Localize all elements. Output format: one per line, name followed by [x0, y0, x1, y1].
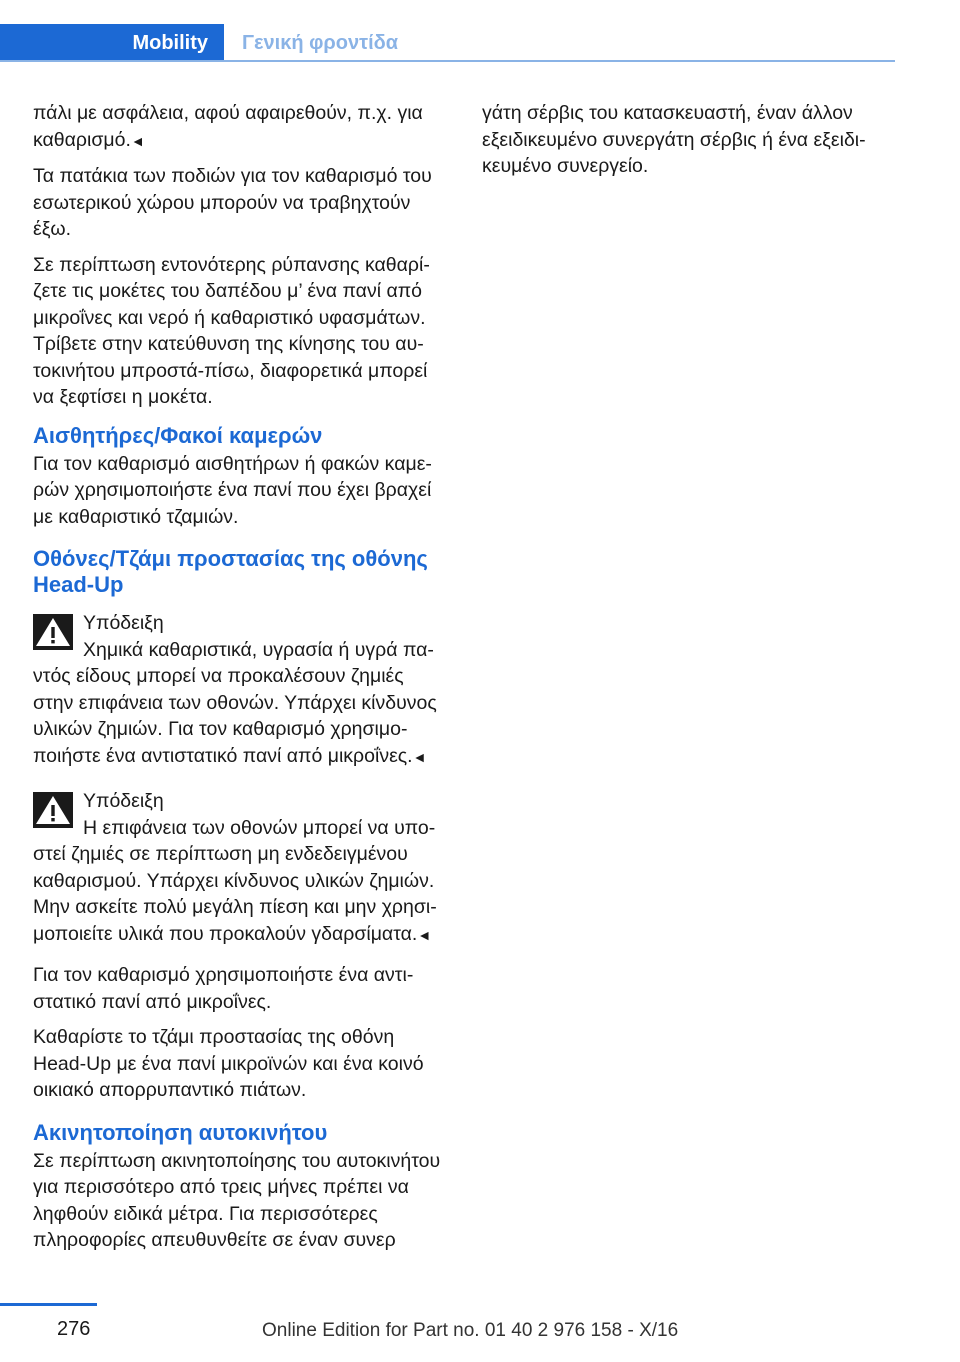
section-tab-mobility: Mobility: [0, 24, 224, 62]
paragraph: Για τον καθαρισμό χρησιμοποιήστε ένα αντιστατικό πανί από μικροΐνες.: [33, 964, 414, 1013]
end-mark: ◄: [417, 926, 432, 943]
warning-note: [33, 610, 449, 770]
section-heading: Αισθητήρες/Φακοί καμερών: [33, 422, 323, 448]
header-rule: [0, 60, 895, 62]
paragraph: πάλι με ασφάλεια, αφού αφαιρεθούν, π.χ. για καθαρισμό.◄: [33, 102, 423, 151]
section-heading: Ακινητοποίηση αυτοκινήτου: [33, 1119, 328, 1145]
footer-rule: [0, 1303, 97, 1306]
warning-triangle-icon: [33, 792, 73, 828]
warning-triangle-icon: [33, 614, 73, 650]
section-heading: Οθόνες/Τζάμι προστασίας της οθόνης Head-Up: [33, 546, 428, 597]
paragraph: γάτη σέρβις του κατασκευαστή, έναν άλλον εξειδικευμένο συνεργάτη σέρβις ή ένα εξειδικευμένο συνεργείο.: [482, 102, 866, 177]
warning-note: [33, 788, 449, 948]
paragraph: Σε περίπτωση ακινητοποίησης του αυτοκινήτου για περισσότερο από τρεις μήνες πρέπει να ληφθούν ειδικά μέτρα. Για περισσότερες πληροφορίες απευθυνθείτε σε έναν συνερ: [33, 1149, 441, 1251]
paragraph: Καθαρίστε το τζάμι προστασίας της οθόνη Head-Up με ένα πανί μικροϊνών και ένα κοινό οικιακό απορρυπαντικό πιάτων.: [33, 1026, 424, 1101]
warning-title: Υπόδειξη: [83, 612, 164, 634]
warning-body: Η επιφάνεια των οθονών μπορεί να υποστεί ζημιές σε περίπτωση μη ενδεδειγμένου καθαρισμού. Υπάρχει κίνδυνος υλικών ζημιών. Μην ασκείτε πολύ μεγάλη πίεση και μην χρησιμοποιείτε υλικά που προκαλούν γδαρσίματα.◄: [33, 816, 437, 945]
page-header: [0, 0, 895, 64]
end-mark: ◄: [412, 748, 427, 765]
paragraph: Για τον καθαρισμό αισθητήρων ή φακών καμερών χρησιμοποιήστε ένα πανί που έχει βραχεί με καθαριστικό τζαμιών.: [33, 452, 432, 528]
paragraph: Τα πατάκια των ποδιών για τον καθαρισμό του εσωτερικού χώρου μπορούν να τραβηχτούν έξω.: [33, 165, 432, 240]
right-column: [482, 100, 892, 189]
warning-body: Χημικά καθαριστικά, υγρασία ή υγρά παντός είδους μπορεί να προκαλέσουν ζημιές στην επιφάνεια των οθονών. Υπάρχει κίνδυνος υλικών ζημιών. Για τον καθαρισμό χρησιμοποιήστε ένα αντιστατικό πανί από μικροΐνες.◄: [33, 638, 437, 767]
end-mark: ◄: [130, 132, 145, 149]
page-number: 276: [57, 1318, 91, 1340]
paragraph: Σε περίπτωση εντονότερης ρύπανσης καθαρίζετε τις μοκέτες του δαπέδου μ’ ένα πανί από μικροΐνες και νερό ή καθαριστικό υφασμάτων. Τρίβετε στην κατεύθυνση της κίνησης του αυτοκινήτου μπροστά-πίσω, διαφορετικά μπορεί να ξεφτίσει η μοκέτα.: [33, 253, 430, 408]
warning-title: Υπόδειξη: [83, 790, 164, 812]
section-tab-general-care: Γενική φροντίδα: [242, 31, 399, 54]
left-column: [33, 100, 449, 1263]
edition-note: Online Edition for Part no. 01 40 2 976 158 - X/16: [262, 1320, 679, 1341]
